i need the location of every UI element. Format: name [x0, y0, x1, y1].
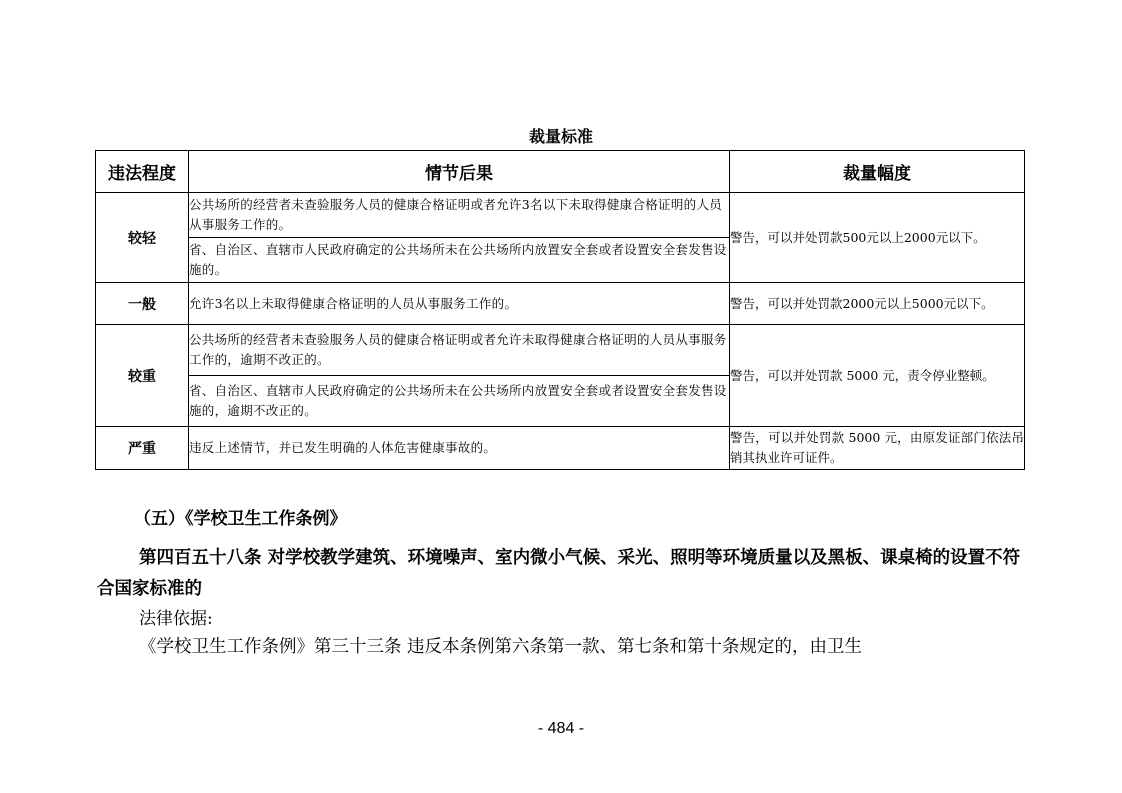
level-cell: 较重	[96, 325, 189, 427]
table-row	[96, 325, 1025, 376]
legal-basis-label: 法律依据:	[139, 609, 213, 629]
table-title: 裁量标准	[528, 127, 593, 146]
condition-cell: 违反上述情节，并已发生明确的人体危害健康事故的。	[189, 427, 730, 470]
header-violation-degree: 违法程度	[96, 151, 189, 193]
level-cell: 较轻	[96, 193, 189, 283]
table-header-row	[96, 151, 1025, 193]
discretion-standard-table	[95, 150, 1025, 470]
header-penalty-range: 裁量幅度	[730, 151, 1025, 193]
table-row	[96, 283, 1025, 325]
page-number: - 484 -	[537, 720, 585, 737]
header-circumstances: 情节后果	[189, 151, 730, 193]
penalty-cell: 警告，可以并处罚款 5000 元，由原发证部门依法吊销其执业许可证件。	[730, 427, 1025, 470]
level-cell: 严重	[96, 427, 189, 470]
table-row	[96, 427, 1025, 470]
condition-cell: 省、自治区、直辖市人民政府确定的公共场所未在公共场所内放置安全套或者设置安全套发售设施的，逾期不改正的。	[189, 376, 730, 427]
level-cell: 一般	[96, 283, 189, 325]
condition-cell: 允许3名以上未取得健康合格证明的人员从事服务工作的。	[189, 283, 730, 325]
condition-cell: 公共场所的经营者未查验服务人员的健康合格证明或者允许未取得健康合格证明的人员从事服务工作的，逾期不改正的。	[189, 325, 730, 376]
penalty-cell: 警告，可以并处罚款500元以上2000元以下。	[730, 193, 1025, 283]
article-heading: 第四百五十八条 对学校教学建筑、环境噪声、室内微小气候、采光、照明等环境质量以及黑板、课桌椅的设置不符合国家标准的	[97, 548, 1021, 599]
penalty-cell: 警告，可以并处罚款2000元以上5000元以下。	[730, 283, 1025, 325]
condition-cell: 公共场所的经营者未查验服务人员的健康合格证明或者允许3名以下未取得健康合格证明的人员从事服务工作的。	[189, 193, 730, 238]
condition-cell: 省、自治区、直辖市人民政府确定的公共场所未在公共场所内放置安全套或者设置安全套发售设施的。	[189, 238, 730, 283]
table-row	[96, 193, 1025, 238]
penalty-cell: 警告，可以并处罚款 5000 元，责令停业整顿。	[730, 325, 1025, 427]
legal-basis-text: 《学校卫生工作条例》第三十三条 违反本条例第六条第一款、第七条和第十条规定的，由卫生	[139, 637, 863, 657]
section-heading: （五）《学校卫生工作条例》	[134, 509, 347, 529]
